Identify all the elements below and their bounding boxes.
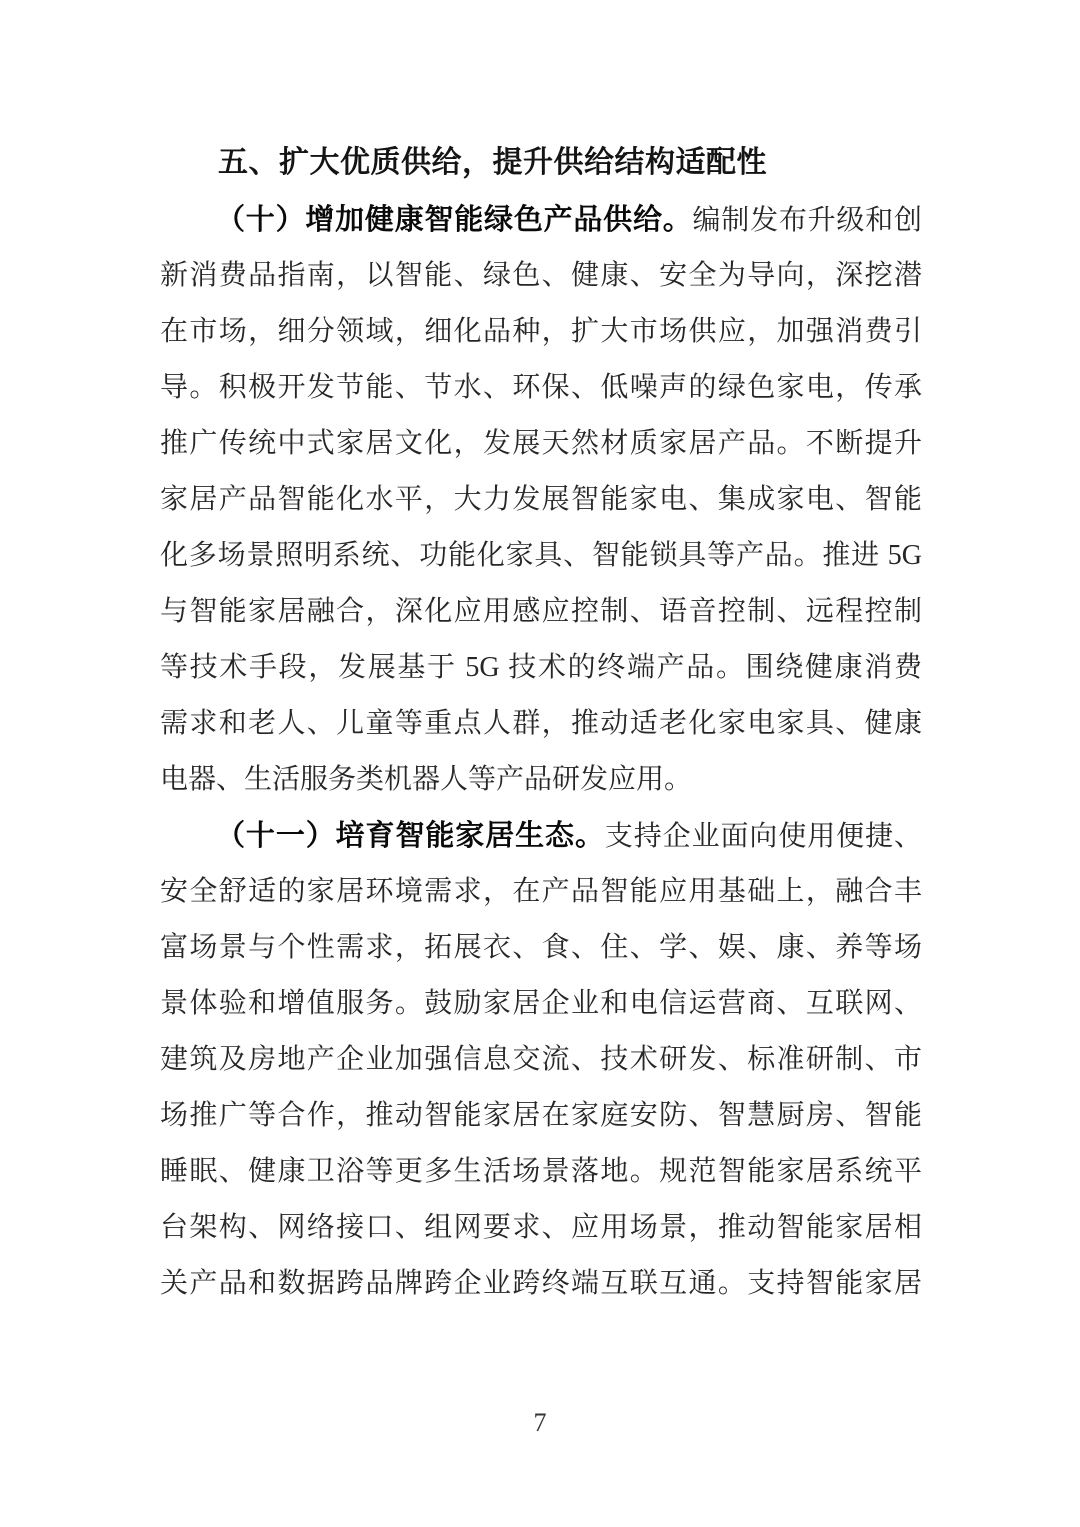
paragraph-11-lead: （十一）培育智能家居生态。 — [216, 820, 605, 852]
text-line: 关产品和数据跨品牌跨企业跨终端互联互通。支持智能家居 — [160, 1268, 922, 1299]
text-line: 需求和老人、儿童等重点人群，推动适老化家电家具、健康 — [160, 708, 922, 739]
paragraph-10-lines — [160, 248, 922, 808]
text-line: 导。积极开发节能、节水、环保、低噪声的绿色家电，传承 — [160, 372, 922, 403]
paragraph-11-first-line — [160, 808, 922, 864]
document-content — [160, 134, 922, 1312]
paragraph-11-first-rest: 支持企业面向使用便捷、 — [604, 821, 922, 852]
paragraph-10-first-line — [160, 192, 922, 248]
paragraph-11-lines — [160, 864, 922, 1312]
text-line: 推广传统中式家居文化，发展天然材质家居产品。不断提升 — [160, 428, 922, 459]
paragraph-10 — [160, 192, 922, 808]
paragraph-10-lead: （十）增加健康智能绿色产品供给。 — [216, 204, 693, 236]
text-line: 在市场，细分领域，细化品种，扩大市场供应，加强消费引 — [160, 316, 922, 347]
text-line: 化多场景照明系统、功能化家具、智能锁具等产品。推进 5G — [160, 540, 922, 571]
paragraph-10-first-rest: 编制发布升级和创 — [692, 205, 922, 236]
text-line: 场推广等合作，推动智能家居在家庭安防、智慧厨房、智能 — [160, 1100, 922, 1131]
section-heading: 五、扩大优质供给，提升供给结构适配性 — [218, 146, 767, 179]
text-line: 新消费品指南，以智能、绿色、健康、安全为导向，深挖潜 — [160, 260, 922, 291]
text-line: 等技术手段，发展基于 5G 技术的终端产品。围绕健康消费 — [160, 652, 922, 683]
text-line: 家居产品智能化水平，大力发展智能家电、集成家电、智能 — [160, 484, 922, 515]
text-line: 安全舒适的家居环境需求，在产品智能应用基础上，融合丰 — [160, 876, 922, 907]
text-line: 台架构、网络接口、组网要求、应用场景，推动智能家居相 — [160, 1212, 922, 1243]
page-number: 7 — [533, 1408, 547, 1437]
text-line: 景体验和增值服务。鼓励家居企业和电信运营商、互联网、 — [160, 988, 922, 1019]
text-line: 富场景与个性需求，拓展衣、食、住、学、娱、康、养等场 — [160, 932, 922, 963]
text-line: 睡眠、健康卫浴等更多生活场景落地。规范智能家居系统平 — [160, 1156, 922, 1187]
text-line: 电器、生活服务类机器人等产品研发应用。 — [160, 764, 693, 795]
text-line: 与智能家居融合，深化应用感应控制、语音控制、远程控制 — [160, 596, 922, 627]
paragraph-11 — [160, 808, 922, 1312]
text-line: 建筑及房地产企业加强信息交流、技术研发、标准研制、市 — [160, 1044, 922, 1075]
